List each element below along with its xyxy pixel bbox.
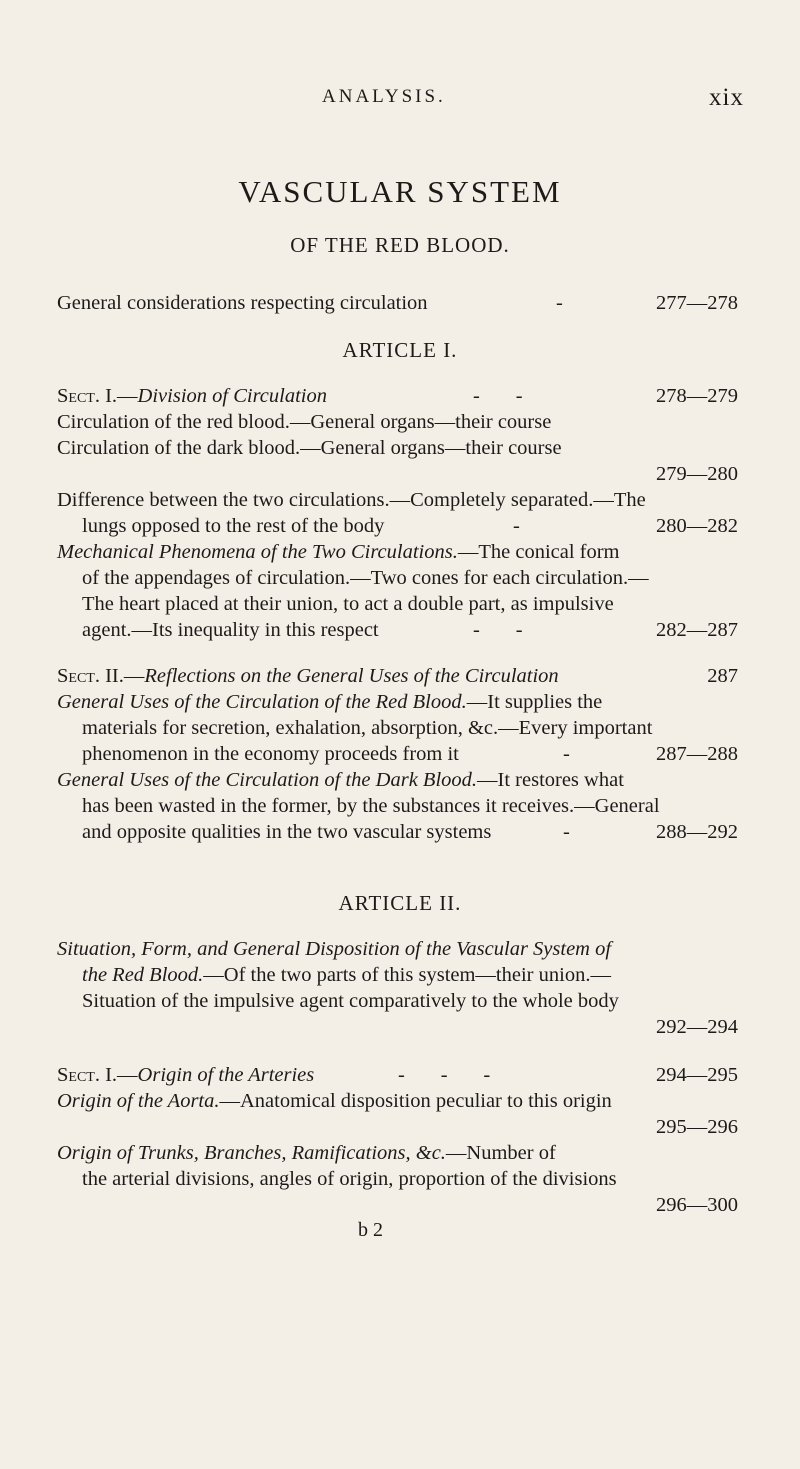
toc-text-line: Difference between the two circulations.—Completely separated.—The — [57, 489, 646, 511]
signature-mark: b 2 — [358, 1219, 383, 1241]
toc-entry-general: General considerations respecting circulation — [57, 292, 428, 314]
toc-page-range: 277—278 — [656, 292, 738, 314]
toc-text-line — [57, 767, 624, 793]
toc-page-range: 282—287 — [656, 619, 738, 641]
toc-text-line — [82, 962, 611, 988]
subsection-heading: Origin of the Aorta. — [57, 1090, 220, 1112]
toc-page-range: 287—288 — [656, 743, 738, 765]
subsection-heading: General Uses of the Circulation of the Dark Blood. — [57, 769, 478, 791]
toc-page-range: 278—279 — [656, 385, 738, 407]
toc-text: —It supplies the — [466, 691, 603, 713]
toc-leader-dash: - — [556, 292, 563, 314]
subsection-heading: the Red Blood. — [82, 964, 204, 986]
section-label: Sect. II.— — [57, 665, 145, 687]
toc-entry-sect2 — [57, 663, 559, 689]
toc-leader-dash: - - — [473, 385, 523, 407]
subsection-heading: Mechanical Phenomena of the Two Circulations. — [57, 541, 458, 563]
toc-entry-sect1 — [57, 383, 327, 409]
toc-text-line — [57, 1088, 612, 1114]
toc-text-line: lungs opposed to the rest of the body — [82, 515, 385, 537]
running-head-page-number: xix — [709, 84, 744, 111]
toc-page-range: 280—282 — [656, 515, 738, 537]
toc-text-line: The heart placed at their union, to act a double part, as impulsive — [82, 593, 614, 615]
toc-page-range: 287 — [707, 665, 738, 687]
section-subtitle: OF THE RED BLOOD. — [290, 233, 510, 257]
toc-text-line: materials for secretion, exhalation, absorption, &c.—Every important — [82, 717, 653, 739]
toc-text-line: has been wasted in the former, by the substances it receives.—General — [82, 795, 660, 817]
subsection-heading: Origin of Trunks, Branches, Ramifications, &c. — [57, 1142, 446, 1164]
toc-text-line: agent.—Its inequality in this respect — [82, 619, 379, 641]
toc-leader-dash: - - - — [398, 1064, 491, 1086]
toc-text-line: Circulation of the dark blood.—General organs—their course — [57, 437, 562, 459]
toc-text-line: the arterial divisions, angles of origin, proportion of the divisions — [82, 1168, 617, 1190]
section-title: VASCULAR SYSTEM — [238, 174, 562, 209]
running-head-title: ANALYSIS. — [322, 86, 446, 107]
toc-text-line: of the appendages of circulation.—Two cones for each circulation.— — [82, 567, 649, 589]
toc-page-range: 279—280 — [656, 463, 738, 485]
section-label: Sect. I.— — [57, 385, 138, 407]
section-heading: Reflections on the General Uses of the Circulation — [144, 665, 559, 687]
toc-text-line: Situation of the impulsive agent comparatively to the whole body — [82, 990, 619, 1012]
section-heading: Division of Circulation — [137, 385, 327, 407]
toc-entry-sect1-arteries — [57, 1062, 314, 1088]
toc-text: —Number of — [445, 1142, 556, 1164]
toc-text-line: and opposite qualities in the two vascular systems — [82, 821, 492, 843]
toc-text-line: phenomenon in the economy proceeds from it — [82, 743, 459, 765]
article-heading: ARTICLE I. — [342, 338, 458, 362]
toc-text: —It restores what — [477, 769, 624, 791]
toc-page-range: 294—295 — [656, 1064, 738, 1086]
toc-leader-dash: - — [513, 515, 520, 537]
toc-text-line: Circulation of the red blood.—General organs—their course — [57, 411, 552, 433]
toc-page-range: 288—292 — [656, 821, 738, 843]
subsection-heading: General Uses of the Circulation of the Red Blood. — [57, 691, 467, 713]
toc-text-line — [57, 539, 620, 565]
toc-page-range: 292—294 — [656, 1016, 738, 1038]
section-label: Sect. I.— — [57, 1064, 138, 1086]
toc-text: —The conical form — [457, 541, 620, 563]
section-heading: Origin of the Arteries — [137, 1064, 315, 1086]
toc-page-range: 296—300 — [656, 1194, 738, 1216]
toc-leader-dash: - — [563, 821, 570, 843]
subsection-heading: Situation, Form, and General Disposition of the Vascular System of — [57, 938, 612, 960]
article-heading: ARTICLE II. — [338, 891, 462, 915]
toc-text-line — [57, 1140, 556, 1166]
toc-text: —Of the two parts of this system—their union.— — [203, 964, 611, 986]
toc-leader-dash: - - — [473, 619, 523, 641]
toc-text-line — [57, 689, 602, 715]
toc-leader-dash: - — [563, 743, 570, 765]
toc-text: —Anatomical disposition peculiar to this origin — [219, 1090, 612, 1112]
toc-page-range: 295—296 — [656, 1116, 738, 1138]
